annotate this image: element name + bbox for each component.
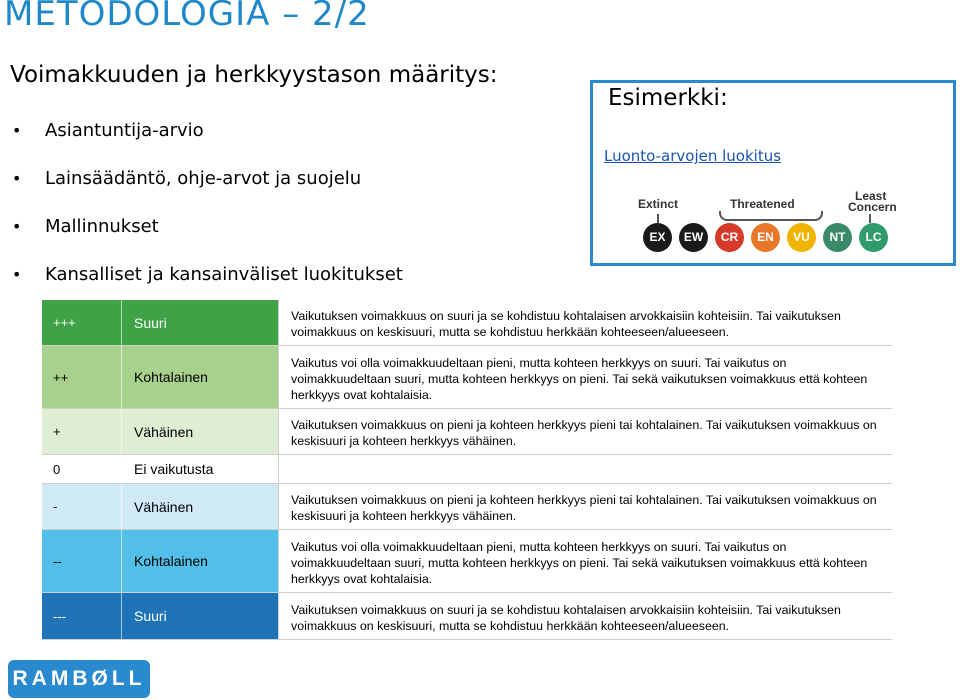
bullet-text: Asiantuntija-arvio (45, 120, 204, 141)
iucn-category-cr: CR (715, 223, 744, 252)
example-link[interactable]: Luonto-arvojen luokitus (604, 147, 782, 165)
bullet-text: Kansalliset ja kansainväliset luokitukset (45, 264, 403, 285)
table-row (42, 346, 892, 409)
iucn-category-ex: EX (643, 223, 672, 252)
impact-table (42, 300, 892, 640)
bullet-item (12, 214, 403, 262)
iucn-category-vu: VU (787, 223, 816, 252)
page-subtitle: Voimakkuuden ja herkkyystason määritys: (10, 62, 498, 88)
impact-description: Vaikutus voi olla voimakkuudeltaan pieni, mutta kohteen herkkyys on suuri. Tai vaikutus on voimakkuudeltaan suuri, mutta kohteen herkkyys on pieni. Tai sekä vaikutuksen voimakkuus että kohteen herkkyys ovat kohtalaisia. (278, 346, 892, 408)
table-row (42, 409, 892, 455)
impact-symbol: +++ (53, 315, 76, 330)
impact-symbol: - (53, 499, 58, 514)
bullet-text: Lainsäädäntö, ohje-arvot ja suojelu (45, 168, 362, 189)
label-extinct: Extinct (638, 197, 679, 211)
impact-label: Ei vaikutusta (121, 455, 278, 483)
bullet-dot-icon: • (12, 169, 22, 188)
impact-symbol: + (53, 424, 61, 439)
tick-mark (869, 214, 871, 223)
iucn-category-lc: LC (859, 223, 888, 252)
impact-label: Kohtalainen (121, 346, 278, 408)
bullet-list (12, 118, 403, 310)
bullet-item (12, 118, 403, 166)
table-row (42, 300, 892, 346)
impact-symbol: -- (53, 553, 62, 569)
iucn-category-ew: EW (679, 223, 708, 252)
impact-symbol: --- (53, 608, 66, 624)
example-title: Esimerkki: (608, 85, 728, 111)
table-row (42, 455, 892, 484)
label-least: Least (855, 189, 887, 203)
impact-label: Suuri (121, 593, 278, 639)
impact-label: Suuri (121, 300, 278, 345)
impact-description: Vaikutus voi olla voimakkuudeltaan pieni, mutta kohteen herkkyys on suuri. Tai vaikutus on voimakkuudeltaan suuri, mutta kohteen herkkyys on pieni. Tai sekä vaikutuksen voimakkuus että kohteen herkkyys ovat kohtalaisia. (278, 530, 892, 592)
table-row (42, 530, 892, 593)
table-row (42, 484, 892, 530)
impact-description: Vaikutuksen voimakkuus on suuri ja se kohdistuu kohtalaisen arvokkaisiin kohteisiin. Tai vaikutuksen voimakkuus on keskisuuri, mutta se kohdistuu herkkään kohteeseen/alueeseen. (278, 300, 892, 345)
impact-description: Vaikutuksen voimakkuus on pieni ja kohteen herkkyys pieni tai kohtalainen. Tai vaikutuksen voimakkuus on keskisuuri ja kohteen herkkyys vähäinen. (278, 484, 892, 529)
bullet-dot-icon: • (12, 217, 22, 236)
example-box (590, 80, 956, 266)
impact-label: Vähäinen (121, 484, 278, 529)
tick-mark (657, 214, 659, 223)
impact-description: Vaikutuksen voimakkuus on pieni ja kohteen herkkyys pieni tai kohtalainen. Tai vaikutuksen voimakkuus on keskisuuri ja kohteen herkkyys vähäinen. (278, 409, 892, 454)
page-title: METODOLOGIA – 2/2 (4, 0, 370, 34)
ramboll-logo: RAMBØLL (8, 660, 150, 698)
impact-description: Vaikutuksen voimakkuus on suuri ja se kohdistuu kohtalaisen arvokkaisiin kohteisiin. Tai vaikutuksen voimakkuus on keskisuuri, mutta se kohdistuu herkkään kohteeseen/alueeseen. (278, 593, 892, 639)
iucn-category-en: EN (751, 223, 780, 252)
impact-label: Kohtalainen (121, 530, 278, 592)
impact-label: Vähäinen (121, 409, 278, 454)
bullet-dot-icon: • (12, 121, 22, 140)
label-concern: Concern (848, 200, 897, 214)
iucn-category-nt: NT (823, 223, 852, 252)
bullet-dot-icon: • (12, 265, 22, 284)
impact-symbol: ++ (53, 369, 69, 385)
impact-description (278, 455, 892, 483)
impact-symbol: 0 (53, 461, 61, 477)
bullet-text: Mallinnukset (45, 216, 159, 237)
table-row (42, 593, 892, 640)
label-threatened: Threatened (730, 197, 795, 211)
bullet-item (12, 166, 403, 214)
threatened-bracket (719, 211, 823, 221)
